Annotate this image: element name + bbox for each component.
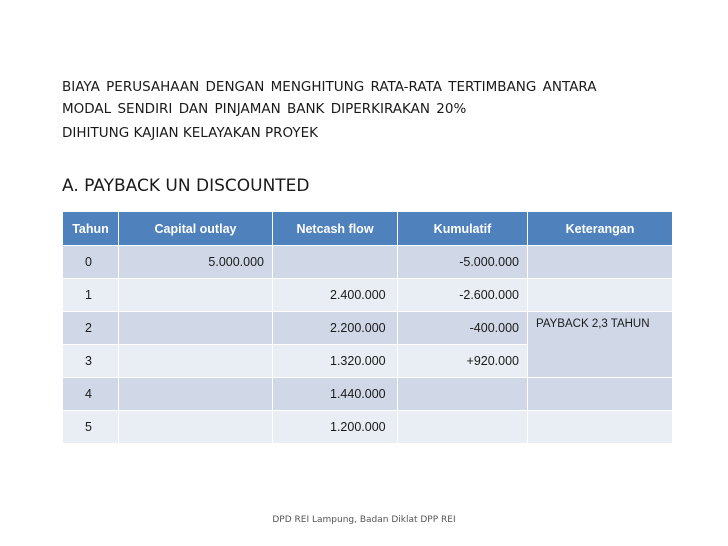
section-title: A. PAYBACK UN DISCOUNTED [62,176,310,196]
table-header-row [63,212,673,246]
header-kumulatif: Kumulatif [398,212,528,246]
intro-paragraph [62,76,666,120]
header-netcash-flow: Netcash flow [273,212,398,246]
cell-capital-outlay [119,411,273,444]
header-capital-outlay: Capital outlay [119,212,273,246]
cell-kumulatif: -5.000.000 [398,246,528,279]
footer-text: DPD REI Lampung, Badan Diklat DPP REI [272,515,456,525]
cell-netcash-flow [273,246,398,279]
cell-capital-outlay [119,312,273,345]
intro-line-2: MODAL SENDIRI DAN PINJAMAN BANK DIPERKIRAKAN 20% [62,101,467,117]
cell-netcash-flow: 2.200.000 [273,312,398,345]
cell-netcash-flow: 1.440.000 [273,378,398,411]
table-row [63,312,673,345]
cell-keterangan [528,279,673,312]
cell-tahun: 0 [63,246,119,279]
cell-capital-outlay [119,279,273,312]
table-row [63,411,673,444]
cell-tahun: 3 [63,345,119,378]
cell-kumulatif: -2.600.000 [398,279,528,312]
cell-keterangan [528,378,673,411]
cell-keterangan [528,411,673,444]
cell-kumulatif [398,378,528,411]
cell-kumulatif: -400.000 [398,312,528,345]
table-row [63,246,673,279]
cell-keterangan-payback: PAYBACK 2,3 TAHUN [528,312,673,378]
table-row [63,279,673,312]
cell-tahun: 1 [63,279,119,312]
cell-netcash-flow: 2.400.000 [273,279,398,312]
cell-kumulatif [398,411,528,444]
cell-capital-outlay [119,345,273,378]
header-keterangan: Keterangan [528,212,673,246]
header-tahun: Tahun [63,212,119,246]
cell-tahun: 4 [63,378,119,411]
cell-keterangan [528,246,673,279]
cell-netcash-flow: 1.200.000 [273,411,398,444]
cell-capital-outlay: 5.000.000 [119,246,273,279]
intro-line-1: BIAYA PERUSAHAAN DENGAN MENGHITUNG RATA-RATA TERTIMBANG ANTARA [62,79,597,95]
table-row [63,378,673,411]
cell-netcash-flow: 1.320.000 [273,345,398,378]
cell-capital-outlay [119,378,273,411]
cell-kumulatif: +920.000 [398,345,528,378]
payback-table [62,211,673,444]
cell-tahun: 5 [63,411,119,444]
intro-line-3: DIHITUNG KAJIAN KELAYAKAN PROYEK [62,125,319,141]
cell-tahun: 2 [63,312,119,345]
